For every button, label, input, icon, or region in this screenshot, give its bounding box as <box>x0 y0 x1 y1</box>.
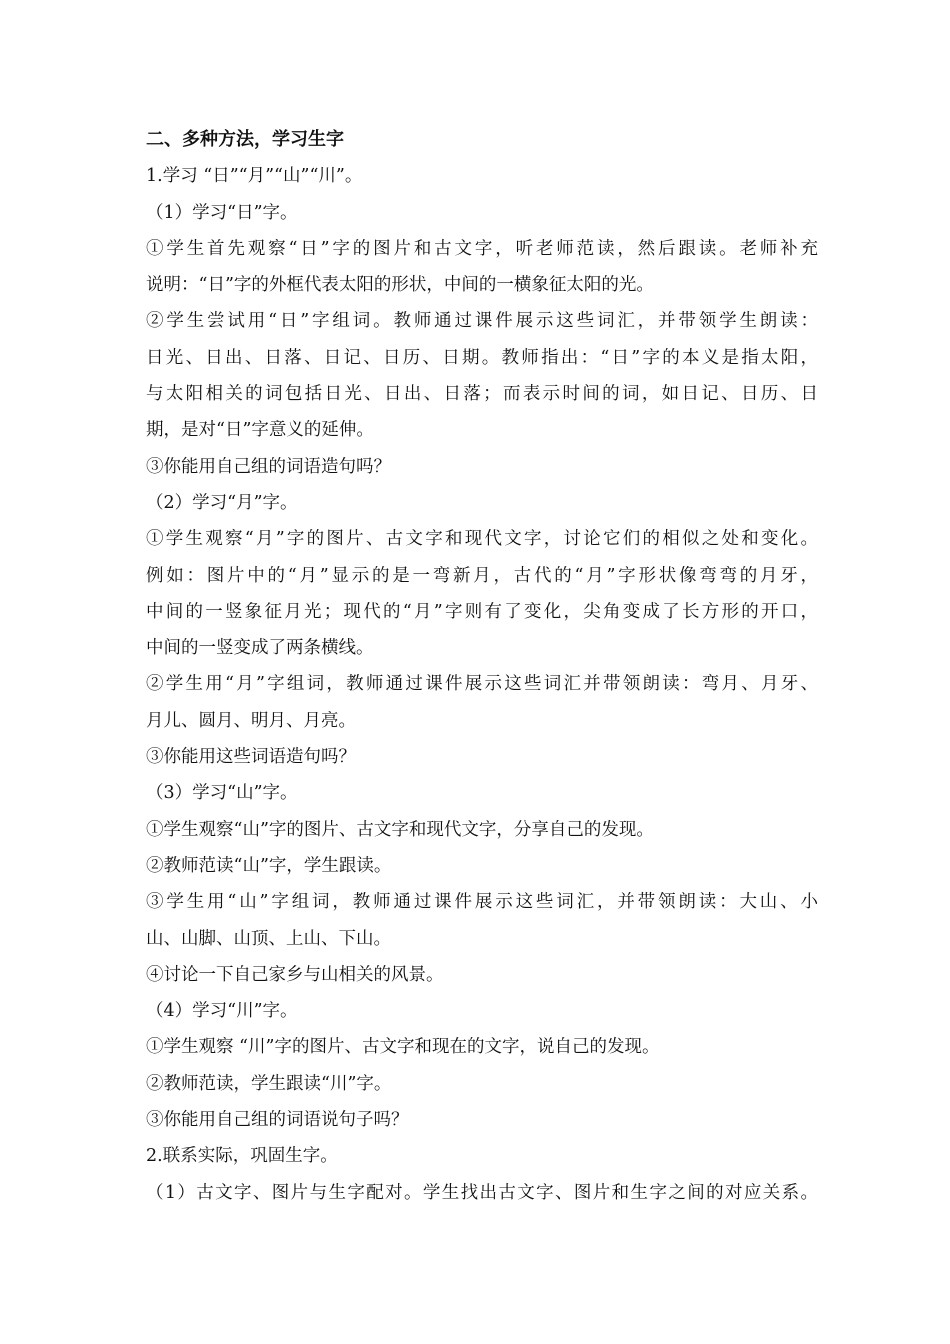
step-heading: 1.学习 “日”“月”“山”“川”。 <box>146 166 363 187</box>
sub-heading: （1）学习“日”字。 <box>146 202 298 223</box>
paragraph-line: 月儿、圆月、明月、月亮。 <box>146 710 356 731</box>
paragraph-line: ①学生观察“月”字的图片、古文字和现代文字，讨论它们的相似之处和变化。 <box>146 529 818 550</box>
paragraph-line: ③你能用自己组的词语说句子吗？ <box>146 1110 409 1131</box>
paragraph-line: ③你能用自己组的词语造句吗？ <box>146 456 391 477</box>
sub-heading: （3）学习“山”字。 <box>146 783 298 804</box>
paragraph-line: 中间的一竖象征月光；现代的“月”字则有了变化，尖角变成了长方形的开口， <box>146 601 818 622</box>
paragraph-line: ①学生观察“山”字的图片、古文字和现代文字，分享自己的发现。 <box>146 819 654 840</box>
paragraph-line: ②教师范读“山”字，学生跟读。 <box>146 855 392 876</box>
paragraph-line: 期，是对“日”字意义的延伸。 <box>146 420 374 441</box>
paragraph-line: 与太阳相关的词包括日光、日出、日落；而表示时间的词，如日记、日历、日 <box>146 384 818 405</box>
paragraph-line: ③你能用这些词语造句吗？ <box>146 747 356 768</box>
paragraph-line: ②教师范读，学生跟读“川”字。 <box>146 1073 392 1094</box>
paragraph-line: ④讨论一下自己家乡与山相关的风景。 <box>146 964 444 985</box>
paragraph-line: ②学生尝试用“日”字组词。教师通过课件展示这些词汇，并带领学生朗读： <box>146 311 818 332</box>
step-heading: 2.联系实际，巩固生字。 <box>146 1146 338 1167</box>
paragraph-line: 山、山脚、山顶、上山、下山。 <box>146 928 391 949</box>
paragraph-line: ②学生用“月”字组词，教师通过课件展示这些词汇并带领朗读：弯月、月牙、 <box>146 674 818 695</box>
document-page <box>146 122 818 1211</box>
paragraph-line: 中间的一竖变成了两条横线。 <box>146 638 374 659</box>
sub-heading: （2）学习“月”字。 <box>146 492 298 513</box>
paragraph-line: ①学生首先观察“日”字的图片和古文字，听老师范读，然后跟读。老师补充 <box>146 238 818 259</box>
section-heading: 二、多种方法，学习生字 <box>146 129 344 150</box>
paragraph-line: ①学生观察 “川”字的图片、古文字和现在的文字，说自己的发现。 <box>146 1037 660 1058</box>
sub-heading: （4）学习“川”字。 <box>146 1001 298 1022</box>
paragraph-line: 说明：“日”字的外框代表太阳的形状，中间的一横象征太阳的光。 <box>146 275 654 296</box>
paragraph-line: 例如：图片中的“月”显示的是一弯新月，古代的“月”字形状像弯弯的月牙， <box>146 565 818 586</box>
paragraph-line: （1）古文字、图片与生字配对。学生找出古文字、图片和生字之间的对应关系。 <box>146 1182 818 1203</box>
paragraph-line: 日光、日出、日落、日记、日历、日期。教师指出：“日”字的本义是指太阳， <box>146 347 818 368</box>
paragraph-line: ③学生用“山”字组词，教师通过课件展示这些词汇，并带领朗读：大山、小 <box>146 892 818 913</box>
